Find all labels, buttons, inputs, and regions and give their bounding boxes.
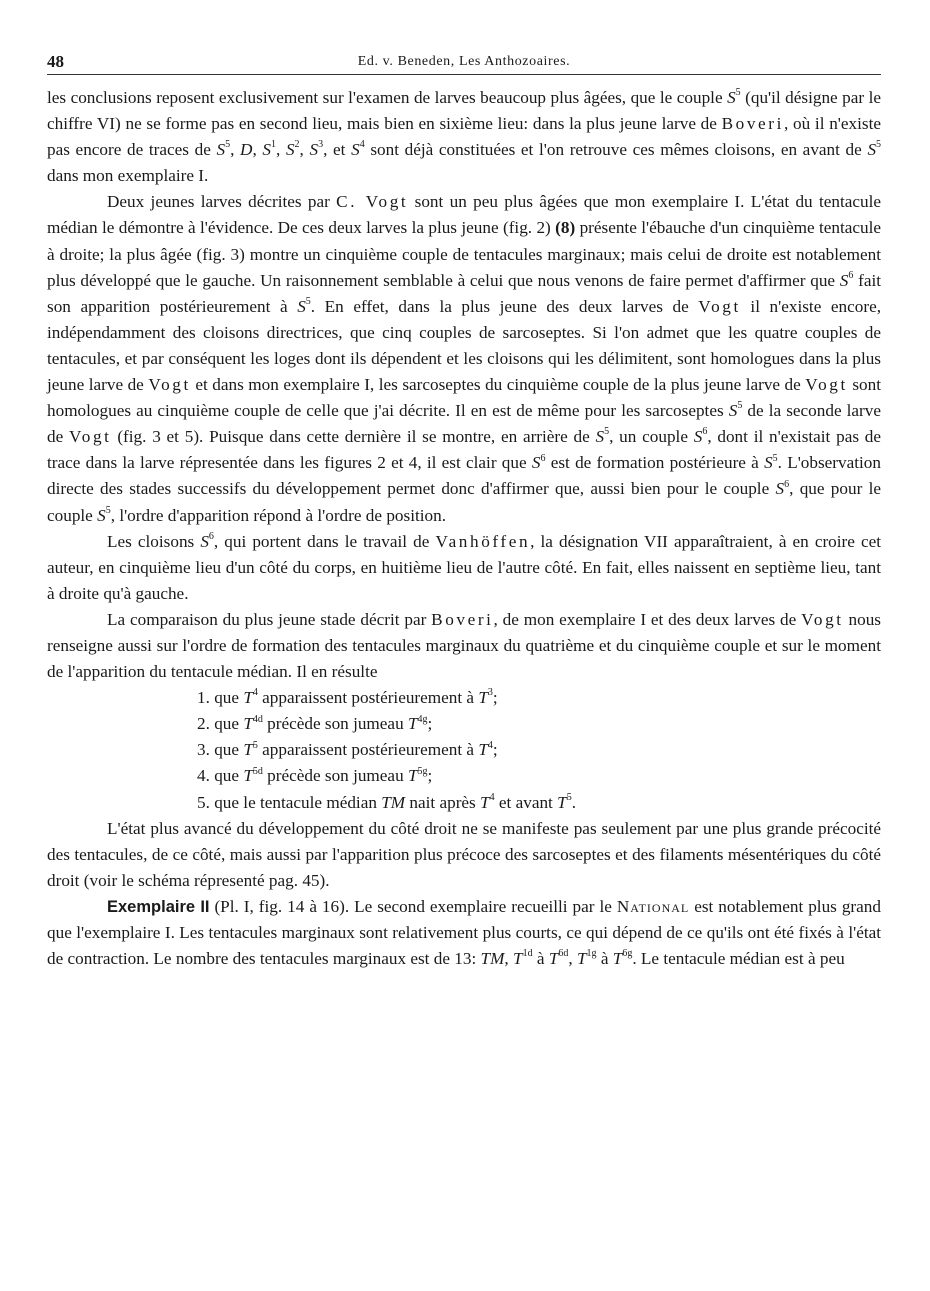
symbol: S: [728, 401, 738, 421]
text-span: que: [214, 714, 244, 734]
symbol: TM: [381, 792, 406, 812]
superscript: 5: [876, 139, 882, 151]
author-name: Boveri: [431, 609, 494, 629]
text-span: ,: [276, 140, 286, 160]
author-name: Vogt: [698, 296, 741, 316]
text-span: ,: [299, 140, 310, 160]
superscript: 6d: [558, 948, 569, 960]
symbol: S: [764, 453, 773, 473]
symbol: S: [727, 88, 736, 107]
text-span: et dans mon exemplaire I, les sarcoseptes du cinquième couple de la plus jeune larve de: [190, 375, 806, 395]
section-heading: Exemplaire II: [107, 897, 210, 916]
superscript: 5d: [252, 765, 263, 777]
superscript: 5: [305, 296, 311, 308]
text-span: nous renseigne aussi sur l'ordre de formation des tentacules marginaux du quatrième et du cinquième couple et sur le moment de l'apparition du tentacule médian. Il en résulte: [47, 609, 881, 682]
paragraph-1: [47, 85, 881, 189]
text-span: , de mon exemplaire I et des deux larves de: [493, 609, 802, 629]
superscript: 3: [487, 687, 493, 699]
text-span: dans mon exemplaire I.: [47, 166, 209, 186]
superscript: 6: [848, 269, 854, 281]
symbol: T: [478, 688, 488, 708]
symbol: T: [548, 949, 559, 969]
text-span: sont un peu plus âgées que mon exemplaire I. L'état du tentacule médian le démontre à l'évidence. De ces deux larves la plus jeune (fig. 2): [47, 192, 881, 238]
superscript: 5: [737, 400, 743, 412]
symbol: T: [243, 714, 253, 734]
author-name: C. Vogt: [336, 192, 409, 212]
text-span: précède son jumeau: [262, 766, 408, 786]
text-span: , qui portent dans le travail de: [213, 531, 436, 551]
symbol: S: [693, 427, 703, 447]
symbol: T: [243, 766, 253, 786]
text-span: , un couple: [609, 427, 694, 447]
symbol: S: [351, 140, 360, 160]
superscript: 5: [604, 426, 610, 438]
text-span: les conclusions reposent exclusivement sur l'examen de larves beaucoup plus âgées, que le couple: [47, 88, 728, 107]
text-span: .: [571, 792, 576, 812]
symbol: D: [240, 140, 253, 160]
text-span: et avant: [494, 792, 558, 812]
symbol: S: [297, 296, 306, 316]
superscript: 6g: [622, 948, 633, 960]
superscript: 5g: [417, 765, 428, 777]
superscript: 4: [252, 687, 258, 699]
list-item: [197, 685, 881, 711]
paragraph-4: [47, 607, 881, 685]
text-span: que: [214, 688, 244, 708]
superscript: 4: [487, 739, 493, 751]
author-name: Vogt: [69, 427, 112, 447]
symbol: S: [216, 140, 226, 160]
symbol: S: [839, 270, 849, 290]
text-span: , et: [323, 140, 352, 160]
list-number: 2.: [197, 714, 210, 734]
text-span: (Pl. I, fig. 14 à 16). Le second exemplaire recueilli par le: [209, 896, 617, 916]
text-span: nait après: [405, 792, 481, 812]
symbol: T: [407, 714, 418, 734]
running-title: Ed. v. Beneden, Les Anthozoaires.: [357, 54, 571, 69]
symbol: S: [309, 140, 319, 160]
superscript: 6: [702, 426, 708, 438]
symbol: S: [775, 479, 785, 499]
symbol: T: [612, 949, 623, 969]
text-span: . Le tentacule médian est à peu: [632, 949, 845, 969]
text-span: (qu'il désigne par le chiffre VI) ne se forme pas en second lieu, mais bien en sixième lieu: dans la plus jeune larve de: [47, 88, 881, 134]
text-span: sont déjà constituées et l'on retrouve ces mêmes cloisons, en avant de: [364, 140, 868, 160]
author-name: Vanhöffen: [435, 531, 531, 551]
paragraph-5: L'état plus avancé du développement du côté droit ne se manifeste pas seulement par une plus grande précocité des tentacules, de ce côté, mais aussi par l'apparition plus précoce des sarcoseptes et des filaments mésentériques du côté droit (voir le schéma répresenté pag. 45).: [47, 818, 881, 890]
symbol: S: [531, 453, 541, 473]
text-span: La comparaison du plus jeune stade décrit par: [107, 609, 432, 629]
superscript: 4: [359, 139, 365, 151]
text-span: que le tentacule médian: [214, 792, 382, 812]
superscript: 5: [225, 139, 231, 151]
superscript: 1d: [522, 948, 533, 960]
symbol: T: [243, 688, 253, 708]
superscript: 4: [489, 791, 495, 803]
text-span: de la seconde larve de: [47, 401, 882, 447]
text-span: à: [532, 949, 549, 969]
text-span: ,: [230, 140, 241, 160]
paragraph-6: [47, 894, 881, 972]
author-name: Vogt: [805, 375, 848, 395]
text-span: apparaissent postérieurement à: [257, 688, 479, 708]
list-item: [197, 790, 881, 816]
text-span: , l'ordre d'apparition répond à l'ordre de position.: [110, 505, 447, 525]
text-span: . En effet, dans la plus jeune des deux larves de: [310, 296, 699, 316]
text-span: , la désignation VII apparaîtraient, à en croire cet auteur, en cinquième lieu d'un côté du corps, en huitième lieu de l'autre côté. En fait, elles naissent en septième lieu, tant à droite qu'à gauche.: [47, 531, 882, 603]
symbol: S: [285, 140, 295, 160]
text-span: apparaissent postérieurement à: [257, 740, 479, 760]
text-span: présente l'ébauche d'un cinquième tentacule à droite; la plus âgée (fig. 3) montre un cinquième couple de tentacules marginaux; mais celui de droite est notablement plus développé que le gauche. Un raisonnement semblable à celui que nous venons de faire permet d'affirmer que: [47, 218, 881, 290]
paragraph-2: [47, 189, 881, 528]
text-span: , que pour le couple: [47, 479, 881, 525]
text-span: sont homologues au cinquième couple de celle que j'ai décrite. Il en est de même pour les sarcoseptes: [47, 375, 881, 421]
symbol: T: [243, 740, 253, 760]
superscript: 6: [784, 478, 790, 490]
superscript: 5: [105, 504, 111, 516]
author-name: Vogt: [148, 375, 191, 395]
symbol: T: [576, 949, 587, 969]
text-span: ;: [427, 766, 433, 786]
superscript: 5: [735, 87, 741, 99]
symbol: S: [595, 427, 605, 447]
text-span: ,: [568, 949, 577, 969]
symbol: TM: [480, 949, 505, 969]
text-span: précède son jumeau: [262, 714, 408, 734]
author-name: Vogt: [801, 609, 844, 629]
body-text: [47, 85, 881, 972]
symbol: T: [513, 949, 523, 969]
superscript: 6: [540, 452, 546, 464]
symbol: S: [97, 505, 106, 525]
list-number: 3.: [197, 740, 210, 760]
list-number: 1.: [197, 688, 210, 708]
text-span: (fig. 3 et 5). Puisque dans cette dernière il se montre, en arrière de: [111, 427, 596, 447]
superscript: 5: [252, 739, 258, 751]
list-number: 5.: [197, 792, 210, 812]
text-span: ;: [427, 714, 433, 734]
list-number: 4.: [197, 766, 210, 786]
text-span: est de formation postérieure à: [545, 453, 765, 473]
text-span: . L'observation directe des stades successifs du développement permet donc d'affirmer que, aussi bien pour le couple: [47, 453, 881, 499]
text-span: que: [214, 766, 244, 786]
text-span: est notablement plus grand que l'exemplaire I. Les tentacules marginaux sont relativement plus courts, ce qui dépend de ce qu'ils ont été fixés à l'état de contraction. Le nombre des tentacules marginaux est de 13:: [47, 896, 881, 969]
symbol: S: [262, 140, 271, 160]
symbol: T: [480, 792, 490, 812]
figure-reference: (8): [555, 218, 576, 238]
text-span: Les cloisons: [107, 531, 201, 551]
document-page: [47, 52, 881, 972]
list-item: [197, 737, 881, 763]
text-span: à: [596, 949, 613, 969]
superscript: 5: [566, 791, 572, 803]
text-span: ,: [504, 949, 514, 969]
page-number: 48: [47, 52, 64, 71]
text-span: que: [214, 740, 244, 760]
text-span: Deux jeunes larves décrites par: [107, 192, 337, 212]
list-item: [197, 711, 881, 737]
text-span: il n'existe encore, indépendamment des cloisons directrices, que cinq couples de sarcoseptes. Si l'on admet que les quatre couples de tentacules, et par conséquent les loges dont ils dépendent et les cloisons qui les délimitent, sont homologues dans la plus jeune larve de: [47, 296, 881, 395]
symbol: T: [557, 792, 567, 812]
author-name: Boveri: [721, 114, 784, 134]
symbol: S: [200, 531, 209, 551]
symbol: S: [867, 140, 877, 160]
page-header: [47, 52, 881, 75]
superscript: 3: [318, 139, 324, 151]
superscript: 6: [208, 530, 214, 542]
superscript: 1: [271, 139, 276, 151]
superscript: 5: [772, 452, 778, 464]
text-span: , dont il n'existait pas de trace dans la larve répresentée dans les figures 2 et 4, il est clair que: [47, 427, 881, 473]
numbered-list: [47, 685, 881, 815]
text-span: ;: [492, 740, 498, 760]
list-item: [197, 763, 881, 789]
superscript: 4g: [417, 713, 428, 725]
superscript: 4d: [252, 713, 263, 725]
symbol: T: [478, 740, 488, 760]
superscript: 1g: [586, 948, 597, 960]
text-span: fait son apparition postérieurement à: [47, 270, 882, 316]
symbol: T: [407, 766, 418, 786]
text-span: ,: [252, 140, 263, 160]
text-span: , où il n'existe pas encore de traces de: [47, 114, 881, 160]
ship-name: National: [616, 896, 690, 916]
superscript: 2: [294, 139, 300, 151]
paragraph-3: [47, 529, 881, 607]
text-span: ;: [492, 688, 498, 708]
